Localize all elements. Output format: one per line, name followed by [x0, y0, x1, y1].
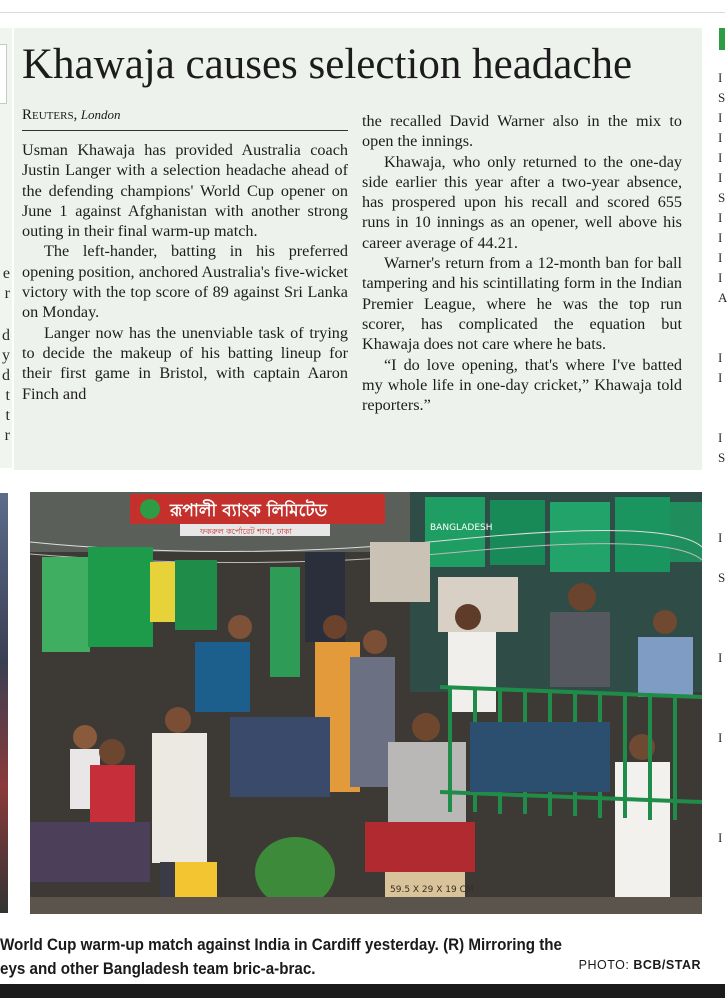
right-fragment: A	[718, 290, 727, 305]
left-fragment: d	[2, 367, 10, 384]
left-box-edge	[0, 44, 7, 104]
left-fragment: t	[5, 387, 10, 404]
article-headline: Khawaja causes selection headache	[22, 41, 633, 88]
right-fragment: I	[718, 70, 723, 85]
adjacent-photo-edge	[0, 493, 8, 913]
article-column-1	[22, 140, 348, 404]
byline-agency: Reuters,	[22, 107, 78, 123]
right-fragment: I	[718, 650, 723, 665]
article-paragraph: Usman Khawaja has provided Australia coach Justin Langer with a selection headache ahead of the defending champions' World Cup opener on June 1 against Afghanistan with another strong outing in their final warm-up match.	[22, 141, 348, 241]
article-paragraph: Warner's return from a 12-month ban for ball tampering and his scintillating form in the Indian Premier League, where he was the top run scorer, has complicated the equation but Khawaja does not care where he bats.	[362, 254, 682, 354]
jersey-text: BANGLADESH	[430, 523, 493, 533]
sign-sub-text: ফকরুল কর্পোরেট শাখা, ঢাকা	[200, 527, 292, 536]
news-article	[14, 28, 702, 470]
right-fragment: I	[718, 370, 723, 385]
article-paragraph: the recalled David Warner also in the mix to open the innings.	[362, 112, 682, 151]
right-fragment: I	[718, 430, 723, 445]
box-label: 59.5 X 29 X 19 CM	[390, 885, 474, 895]
right-fragment: S	[718, 90, 726, 105]
left-fragment: e	[2, 265, 10, 282]
right-fragment: I	[718, 230, 723, 245]
article-paragraph: The left-hander, batting in his preferred opening position, anchored Australia's five-wicket victory with the top score of 89 against Sri Lanka on Monday.	[22, 242, 348, 322]
market-photo	[30, 492, 702, 914]
right-fragment: I	[718, 150, 723, 165]
right-fragment: I	[718, 110, 723, 125]
right-fragment: I	[718, 530, 723, 545]
right-fragment: I	[718, 730, 723, 745]
left-fragment: t	[5, 407, 10, 424]
right-fragment: S	[718, 450, 726, 465]
credit-label: PHOTO:	[578, 958, 630, 972]
caption-line-1: World Cup warm-up match against India in Cardiff yesterday. (R) Mirroring the	[0, 936, 563, 954]
photo-caption	[0, 933, 659, 981]
right-fragment: I	[718, 170, 723, 185]
adjacent-article-fragment-right	[716, 28, 725, 958]
right-fragment: I	[718, 350, 723, 365]
left-fragment: r	[4, 285, 10, 302]
right-fragment: I	[718, 830, 723, 845]
article-byline	[22, 106, 348, 131]
right-fragment: I	[718, 270, 723, 285]
right-fragment: S	[718, 190, 726, 205]
right-fragment: S	[718, 570, 726, 585]
right-fragment: I	[718, 130, 723, 145]
page-top-strip	[0, 0, 725, 14]
left-fragment: r	[4, 427, 10, 444]
photo-credit	[579, 958, 701, 972]
right-fragment: I	[718, 250, 723, 265]
page-bottom-bar	[0, 984, 725, 998]
section-accent-bar	[719, 28, 725, 50]
right-fragment: I	[718, 210, 723, 225]
sign-main-text: রূপালী ব্যাংক লিমিটেড	[170, 501, 328, 521]
credit-source: BCB/STAR	[633, 958, 701, 972]
left-fragment: d	[2, 327, 10, 344]
caption-line-2: eys and other Bangladesh team bric-a-brac.	[0, 960, 316, 978]
article-paragraph: “I do love opening, that's where I've batted my whole life in one-day cricket,” Khawaja told reporters.”	[362, 355, 682, 415]
article-paragraph: Khawaja, who only returned to the one-day side earlier this year after a two-year absence, has prospered upon his recall and scored 655 runs in 10 innings as an opener, well above his career average of 44.21.	[362, 152, 682, 252]
left-fragment: y	[2, 347, 10, 364]
byline-city: London	[80, 107, 121, 122]
article-column-2	[362, 111, 682, 415]
article-paragraph: Langer now has the unenviable task of trying to decide the makeup of his batting lineup for their first game in Bristol, with captain Aaron Finch and	[22, 323, 348, 403]
